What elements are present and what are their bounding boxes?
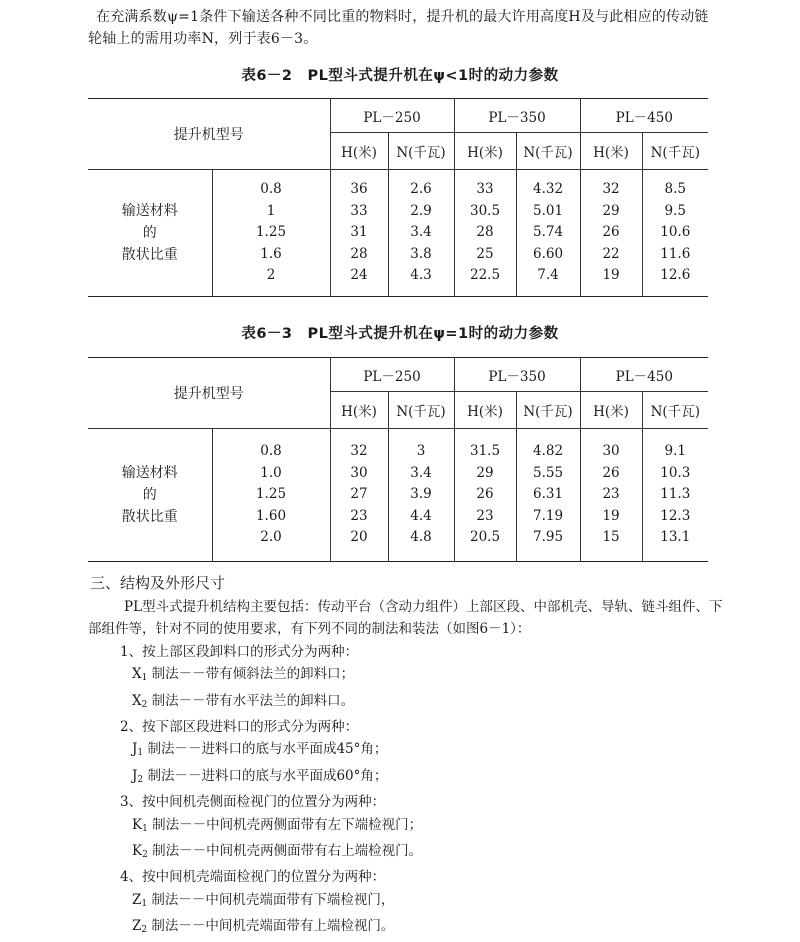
pl250-n-values: 2.6 2.9 3.4 3.8 4.3 <box>388 170 454 297</box>
header-h: H(米) <box>454 133 516 170</box>
header-n: N(千瓦) <box>642 133 708 170</box>
row-label-material: 输送材料 的 散状比重 <box>88 170 212 297</box>
header-model-pl450: PL－450 <box>580 99 708 133</box>
header-model-label: 提升机型号 <box>88 99 330 170</box>
header-model-label: 提升机型号 <box>88 358 330 429</box>
list-item-title: 3、按中间机壳侧面检视门的位置分为两种： <box>120 794 386 811</box>
density-column: 0.8 1 1.25 1.6 2 <box>212 170 330 297</box>
pl450-h-values: 32 29 26 22 19 <box>580 170 642 297</box>
list-sub-item: $Z_2$ 制法－－中间机壳端面带有上端检视门。 <box>132 918 395 936</box>
table-6-3-caption: 表6－3 PL型斗式提升机在ψ=1时的动力参数 <box>241 326 559 342</box>
header-h: H(米) <box>454 392 516 429</box>
pl250-n-values: 3 3.4 3.9 4.4 4.8 <box>388 429 454 562</box>
table-6-2-caption: 表6－2 PL型斗式提升机在ψ<1时的动力参数 <box>241 68 559 84</box>
header-model-pl250: PL－250 <box>330 358 454 392</box>
list-item-title: 2、按下部区段进料口的形式分为两种： <box>120 719 359 736</box>
list-item-title: 1、按上部区段卸料口的形式分为两种： <box>120 643 359 660</box>
header-n: N(千瓦) <box>516 133 580 170</box>
header-n: N(千瓦) <box>642 392 708 429</box>
pl450-h-values: 30 26 23 19 15 <box>580 429 642 562</box>
intro-line-2: 轮轴上的需用功率N，列于表6－3。 <box>88 31 318 47</box>
pl350-h-values: 31.5 29 26 23 20.5 <box>454 429 516 562</box>
pl350-h-values: 33 30.5 28 25 22.5 <box>454 170 516 297</box>
pl350-n-values: 4.82 5.55 6.31 7.19 7.95 <box>516 429 580 562</box>
list-sub-item: $J_1$ 制法－－进料口的底与水平面成45°角； <box>132 741 388 759</box>
intro-paragraph <box>88 6 736 50</box>
table-6-3 <box>88 357 708 562</box>
header-model-pl350: PL－350 <box>454 99 580 133</box>
pl450-n-values: 9.1 10.3 11.3 12.3 13.1 <box>642 429 708 562</box>
row-label-material: 输送材料 的 散状比重 <box>88 429 212 562</box>
list-sub-item: $J_2$ 制法－－进料口的底与水平面成60°角； <box>132 767 388 785</box>
density-column: 0.8 1.0 1.25 1.60 2.0 <box>212 429 330 562</box>
header-h: H(米) <box>580 133 642 170</box>
list-sub-item: $X_1$ 制法－－带有倾斜法兰的卸料口； <box>132 666 355 684</box>
paragraph-line: PL型斗式提升机结构主要包括：传动平台（含动力组件）上部区段、中部机壳、导轨、链斗组件、下 <box>124 599 723 615</box>
section-body <box>88 596 736 942</box>
header-h: H(米) <box>330 133 388 170</box>
pl250-h-values: 36 33 31 28 24 <box>330 170 388 297</box>
header-h: H(米) <box>580 392 642 429</box>
header-n: N(千瓦) <box>388 133 454 170</box>
intro-line-1: 在充满系数ψ=1条件下输送各种不同比重的物料时，提升机的最大许用高度H及与此相应的传动链 <box>96 9 709 25</box>
pl350-n-values: 4.32 5.01 5.74 6.60 7.4 <box>516 170 580 297</box>
pl450-n-values: 8.5 9.5 10.6 11.6 12.6 <box>642 170 708 297</box>
list-sub-item: $K_2$ 制法－－中间机壳两侧面带有右上端检视门。 <box>132 843 423 861</box>
list-sub-item: $Z_1$ 制法－－中间机壳端面带有下端检视门， <box>132 891 395 909</box>
paragraph-line: 部组件等，针对不同的使用要求，有下列不同的制法和装法（如图6－1）： <box>88 621 531 638</box>
section-heading: 三、结构及外形尺寸 <box>90 574 226 592</box>
list-sub-item: $K_1$ 制法－－中间机壳两侧面带有左下端检视门； <box>132 816 423 834</box>
pl250-h-values: 32 30 27 23 20 <box>330 429 388 562</box>
header-model-pl450: PL－450 <box>580 358 708 392</box>
list-item-title: 4、按中间机壳端面检视门的位置分为两种： <box>120 869 386 886</box>
header-h: H(米) <box>330 392 388 429</box>
header-model-pl250: PL－250 <box>330 99 454 133</box>
header-n: N(千瓦) <box>388 392 454 429</box>
header-n: N(千瓦) <box>516 392 580 429</box>
table-6-2 <box>88 98 708 297</box>
header-model-pl350: PL－350 <box>454 358 580 392</box>
list-sub-item: $X_2$ 制法－－带有水平法兰的卸料口。 <box>132 692 355 710</box>
